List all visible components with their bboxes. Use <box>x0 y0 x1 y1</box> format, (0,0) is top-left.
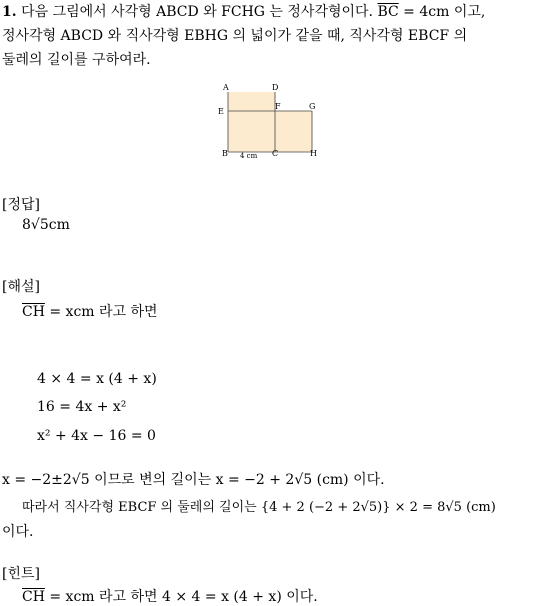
problem-text-1a: 다음 그림에서 사각형 ABCD 와 FCHG 는 정사각형이다. <box>21 4 373 20</box>
square-abcd-fill <box>228 92 275 152</box>
answer-value: 8√5cm <box>22 217 70 233</box>
geometry-figure <box>212 80 324 164</box>
explanation-result: x = −2±2√5 이므로 변의 길이는 x = −2 + 2√5 (cm) 이다. <box>2 472 385 488</box>
hint-text <box>22 586 318 606</box>
equation-1: 4 × 4 = x (4 + x) <box>37 371 157 387</box>
label-d: D <box>272 83 279 92</box>
hint-text-body: = xcm 라고 하면 4 × 4 = x (4 + x) 이다. <box>49 589 318 605</box>
hint-heading: [힌트] <box>2 566 40 582</box>
segment-bc: $\overline{BC}$ <box>377 4 399 20</box>
label-e: E <box>218 107 224 116</box>
problem-line-3: 둘레의 길이를 구하여라. <box>2 52 151 68</box>
label-c: C <box>272 149 279 158</box>
problem-line-1 <box>2 1 485 21</box>
segment-ch: $\overline{CH}$ <box>22 304 45 320</box>
label-h: H <box>310 149 317 158</box>
problem-text-1b: = 4cm 이고, <box>403 4 486 20</box>
explanation-final: 따라서 직사각형 EBCF 의 둘레의 길이는 {4 + 2 (−2 + 2√5)} × 2 = 8√5 (cm) <box>22 500 496 515</box>
explanation-final-end: 이다. <box>2 524 34 540</box>
equation-2: 16 = 4x + x² <box>37 399 127 415</box>
label-f: F <box>275 102 281 111</box>
explanation-heading: [해설] <box>2 279 40 295</box>
label-a: A <box>223 83 229 92</box>
square-fchg-fill <box>275 111 312 152</box>
bc-length-label: 4 cm <box>240 152 258 160</box>
label-g: G <box>309 102 316 111</box>
label-b: B <box>222 149 228 158</box>
problem-line-2: 정사각형 ABCD 와 직사각형 EBHG 의 넓이가 같을 때, 직사각형 EBCF 의 <box>2 28 468 44</box>
hint-segment-ch: $\overline{CH}$ <box>22 589 45 605</box>
explanation-intro-text: = xcm 라고 하면 <box>49 304 158 320</box>
explanation-intro <box>22 301 158 321</box>
problem-number: 1. <box>2 4 17 20</box>
equation-3: x² + 4x − 16 = 0 <box>37 428 156 444</box>
answer-heading: [정답] <box>2 197 40 213</box>
